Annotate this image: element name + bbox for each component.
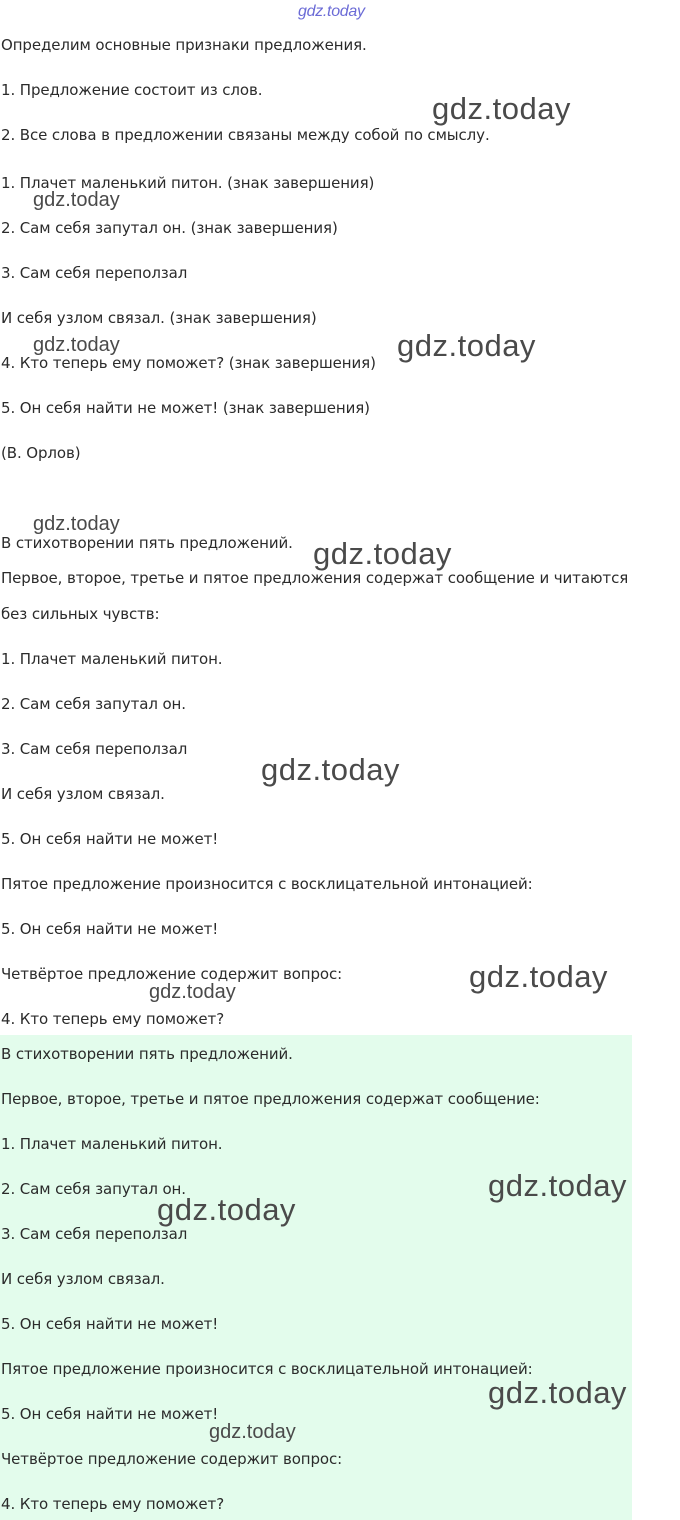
watermark: gdz.today: [397, 328, 536, 363]
text-line: Пятое предложение произносится с восклицательной интонацией:: [1, 1360, 533, 1378]
text-line: И себя узлом связал.: [1, 1270, 165, 1288]
text-line: 3. Сам себя переползал: [1, 740, 188, 758]
text-line: 2. Сам себя запутал он. (знак завершения): [1, 219, 338, 237]
watermark: gdz.today: [157, 1192, 296, 1227]
text-line: 4. Кто теперь ему поможет? (знак завершения): [1, 354, 376, 372]
watermark: gdz.today: [261, 752, 400, 787]
text-line: 3. Сам себя переползал: [1, 264, 188, 282]
text-line: 4. Кто теперь ему поможет?: [1, 1010, 225, 1028]
watermark: gdz.today: [33, 334, 120, 356]
watermark: gdz.today: [149, 981, 236, 1003]
text-line: И себя узлом связал. (знак завершения): [1, 309, 317, 327]
text-line: Первое, второе, третье и пятое предложения содержат сообщение и читаются: [1, 569, 629, 587]
watermark: gdz.today: [33, 189, 120, 211]
text-line: 4. Кто теперь ему поможет?: [1, 1495, 225, 1513]
text-line: без сильных чувств:: [1, 605, 160, 623]
text-line: 2. Сам себя запутал он.: [1, 695, 186, 713]
text-line: 1. Плачет маленький питон. (знак завершения): [1, 174, 375, 192]
text-line: 2. Сам себя запутал он.: [1, 1180, 186, 1198]
text-line: Первое, второе, третье и пятое предложения содержат сообщение:: [1, 1090, 540, 1108]
watermark: gdz.today: [488, 1168, 627, 1203]
watermark: gdz.today: [432, 91, 571, 126]
text-line: 5. Он себя найти не может!: [1, 920, 219, 938]
text-line: 5. Он себя найти не может!: [1, 1405, 219, 1423]
text-line: Четвёртое предложение содержит вопрос:: [1, 1450, 343, 1468]
author-credit: (В. Орлов): [1, 444, 81, 462]
site-logo: gdz.today: [298, 3, 365, 20]
text-line: И себя узлом связал.: [1, 785, 165, 803]
watermark: gdz.today: [209, 1421, 296, 1443]
text-line: 2. Все слова в предложении связаны между собой по смыслу.: [1, 126, 490, 144]
text-line: 5. Он себя найти не может!: [1, 830, 219, 848]
text-line: В стихотворении пять предложений.: [1, 1045, 293, 1063]
text-line: 1. Плачет маленький питон.: [1, 650, 223, 668]
text-line: 5. Он себя найти не может!: [1, 1315, 219, 1333]
watermark: gdz.today: [469, 959, 608, 994]
text-line: 5. Он себя найти не может! (знак завершения): [1, 399, 370, 417]
text-line: 1. Плачет маленький питон.: [1, 1135, 223, 1153]
watermark: gdz.today: [33, 513, 120, 535]
text-line: Четвёртое предложение содержит вопрос:: [1, 965, 343, 983]
text-line: В стихотворении пять предложений.: [1, 534, 293, 552]
text-line: 1. Предложение состоит из слов.: [1, 81, 263, 99]
watermark: gdz.today: [488, 1375, 627, 1410]
text-line: Определим основные признаки предложения.: [1, 36, 367, 54]
text-line: 3. Сам себя переползал: [1, 1225, 188, 1243]
watermark: gdz.today: [313, 536, 452, 571]
text-line: Пятое предложение произносится с восклицательной интонацией:: [1, 875, 533, 893]
